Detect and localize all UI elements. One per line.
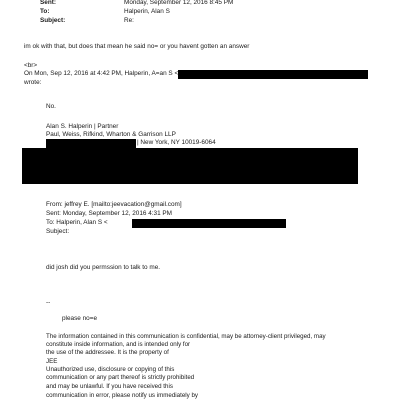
sent-label: Sent: [40,0,56,6]
quoted-on-line: On Mon, Sep 12, 2016 at 4:42 PM, Halperin, A=an S < [24,70,179,77]
disclaimer-line-2: constitute inside information, and is intended only for [46,341,191,348]
disclaimer-line-6: communication or any part thereof is strictly prohibited [46,374,195,381]
to-value: Halperin, Alan S [124,8,170,15]
disclaimer-line-5: Unauthorized use, disclosure or copying of this [46,366,175,373]
disclaimer-line-3: the use of the addressee. It is the property of [46,349,169,356]
reply-no: No. [46,103,56,110]
disclaimer-line-1: The information contained in this communication is confidential, may be attorney-client privileged, may [46,333,326,340]
forward-subject: Subject: [46,228,70,235]
subject-label: Subject: [40,17,66,24]
disclaimer-line-8: communication in error, please notify us immediately by [46,392,199,399]
redaction-email-2 [132,219,286,228]
sent-value: Monday, September 12, 2016 8:45 PM [124,0,234,6]
quoted-wrote: wrote: [24,79,42,86]
forward-dashes: -- [46,299,51,306]
disclaimer-line-7: and may be unlawful. If you have received this [46,383,173,390]
signature-name: Alan S. Halperin | Partner [46,123,119,130]
redaction-address [46,139,136,148]
please-note: please no=e [62,315,98,322]
subject-value: Re: [124,17,134,24]
forward-sent: Sent: Monday, September 12, 2016 4:31 PM [46,210,172,217]
signature-firm: Paul, Weiss, Rifkind, Wharton & Garrison LLP [46,131,176,138]
signature-address: | New York, NY 10019-6064 [137,139,216,146]
forward-to: To: Halperin, Alan S < [46,219,108,226]
to-label: To: [40,8,50,15]
forward-message: did josh did you permssion to talk to me. [46,264,161,271]
forward-from: From: jeffrey E. [mailto:jeevacation@gmail.com] [46,201,182,208]
redaction-block [22,148,358,184]
disclaimer-line-4: JEE [46,358,58,365]
redaction-email-1 [178,70,368,79]
br-tag-text: <br> [24,62,38,69]
message-line-1: im ok with that, but does that mean he said no= or you havent gotten an answer [24,43,250,50]
